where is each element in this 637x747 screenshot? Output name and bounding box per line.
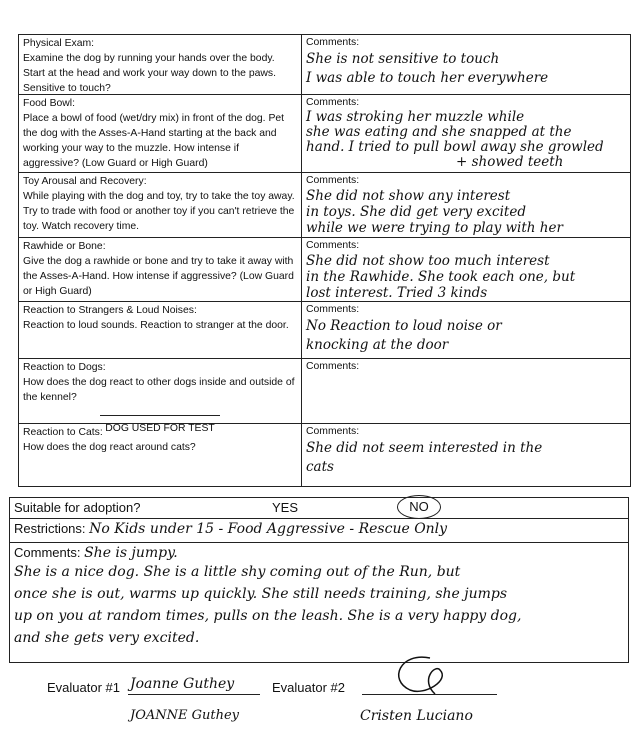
section-instructions: How does the dog react to other dogs inside and outside of the kennel? — [23, 377, 295, 403]
evaluator-1-line — [128, 694, 260, 695]
restrictions-label: Restrictions: — [14, 521, 86, 536]
adoption-row — [10, 498, 628, 519]
section-cats — [19, 424, 630, 486]
section-title: Reaction to Strangers & Loud Noises: — [23, 305, 197, 316]
comment-line: I was able to touch her everywhere — [306, 70, 549, 86]
comment-line: I was stroking her muzzle while — [306, 109, 525, 125]
comments-label: Comments: — [306, 426, 360, 437]
comment-line: hand. I tried to pull bowl away she growled — [306, 139, 604, 155]
evaluator-2-signature: Cristen Luciano — [360, 708, 473, 724]
section-title: Reaction to Dogs: — [23, 362, 106, 373]
section-instructions: While playing with the dog and toy, try to take the toy away. Try to trade with food or another toy if you can't retrieve the toy. Watch recovery time. — [23, 191, 295, 232]
comment-line: She did not seem interested in the — [306, 440, 543, 456]
comments-label: Comments: — [306, 175, 360, 186]
comment-line: she was eating and she snapped at the — [306, 124, 572, 140]
adoption-summary — [9, 497, 629, 663]
comment-line: She is not sensitive to touch — [306, 51, 500, 67]
section-title: Physical Exam: — [23, 38, 95, 49]
general-comment-line: once she is out, warms up quickly. She still needs training, she jumps — [14, 586, 508, 602]
section-instructions: Reaction to loud sounds. Reaction to stranger at the door. — [23, 320, 289, 331]
general-comment-line: She is a nice dog. She is a little shy coming out of the Run, but — [14, 564, 461, 580]
evaluator-1-printed: JOANNE Guthey — [130, 708, 240, 723]
general-comment-line: and she gets very excited. — [14, 630, 200, 646]
comment-line: She did not show any interest — [306, 188, 511, 204]
section-food-bowl — [19, 95, 630, 173]
restrictions-value: No Kids under 15 - Food Aggressive - Rescue Only — [89, 521, 448, 537]
comment-line: + showed teeth — [456, 154, 564, 170]
evaluator-2-scrawl — [380, 650, 470, 700]
comment-line: lost interest. Tried 3 kinds — [306, 285, 488, 301]
section-toy-arousal — [19, 173, 630, 238]
evaluator-1-label: Evaluator #1 — [47, 680, 120, 695]
general-comment-line: She is jumpy. — [84, 545, 178, 561]
comment-line: knocking at the door — [306, 337, 449, 353]
section-physical-exam — [19, 35, 630, 95]
comment-line: in the Rawhide. She took each one, but — [306, 269, 576, 285]
adoption-label: Suitable for adoption? — [14, 500, 141, 515]
restrictions-row — [10, 519, 628, 543]
comments-label: Comments: — [306, 97, 360, 108]
comment-line: cats — [306, 459, 334, 475]
dog-name-field[interactable] — [100, 405, 220, 416]
comments-label: Comments: — [306, 304, 360, 315]
evaluator-2-label: Evaluator #2 — [272, 680, 345, 695]
dog-used-label: DOG USED FOR TEST — [105, 423, 215, 434]
section-title: Rawhide or Bone: — [23, 241, 106, 252]
comments-label: Comments: — [306, 37, 360, 48]
comments-label: Comments: — [306, 240, 360, 251]
evaluation-table — [18, 34, 631, 487]
section-title: Reaction to Cats: — [23, 427, 103, 438]
general-comment-line: up on you at random times, pulls on the leash. She is a very happy dog, — [14, 608, 522, 624]
section-instructions: How does the dog react around cats? — [23, 442, 196, 453]
comments-row — [10, 543, 628, 662]
section-title: Food Bowl: — [23, 98, 75, 109]
comment-line: while we were trying to play with her — [306, 220, 563, 236]
section-instructions: Give the dog a rawhide or bone and try to take it away with the Asses-A-Hand. How intense if aggressive? (Low Guard or High Guard) — [23, 256, 294, 297]
section-instructions: Examine the dog by running your hands over the body. Start at the head and work your way down to the paws. Sensitive to touch? — [23, 53, 276, 94]
section-rawhide — [19, 238, 630, 302]
comment-line: She did not show too much interest — [306, 253, 550, 269]
section-strangers-noises — [19, 302, 630, 359]
section-instructions: Place a bowl of food (wet/dry mix) in front of the dog. Pet the dog with the Asses-A-Hand starting at the back and working your way to the muzzle. How intense if aggressive? (Low Guard or High Guard) — [23, 113, 285, 169]
general-comments-label: Comments: — [14, 545, 81, 560]
section-title: Toy Arousal and Recovery: — [23, 176, 147, 187]
comment-line: No Reaction to loud noise or — [306, 318, 502, 334]
adoption-yes[interactable]: YES — [272, 500, 299, 515]
comment-line: in toys. She did get very excited — [306, 204, 526, 220]
adoption-no-circled[interactable]: NO — [397, 495, 441, 519]
evaluator-1-signature: Joanne Guthey — [130, 676, 235, 692]
comments-label: Comments: — [306, 361, 360, 372]
